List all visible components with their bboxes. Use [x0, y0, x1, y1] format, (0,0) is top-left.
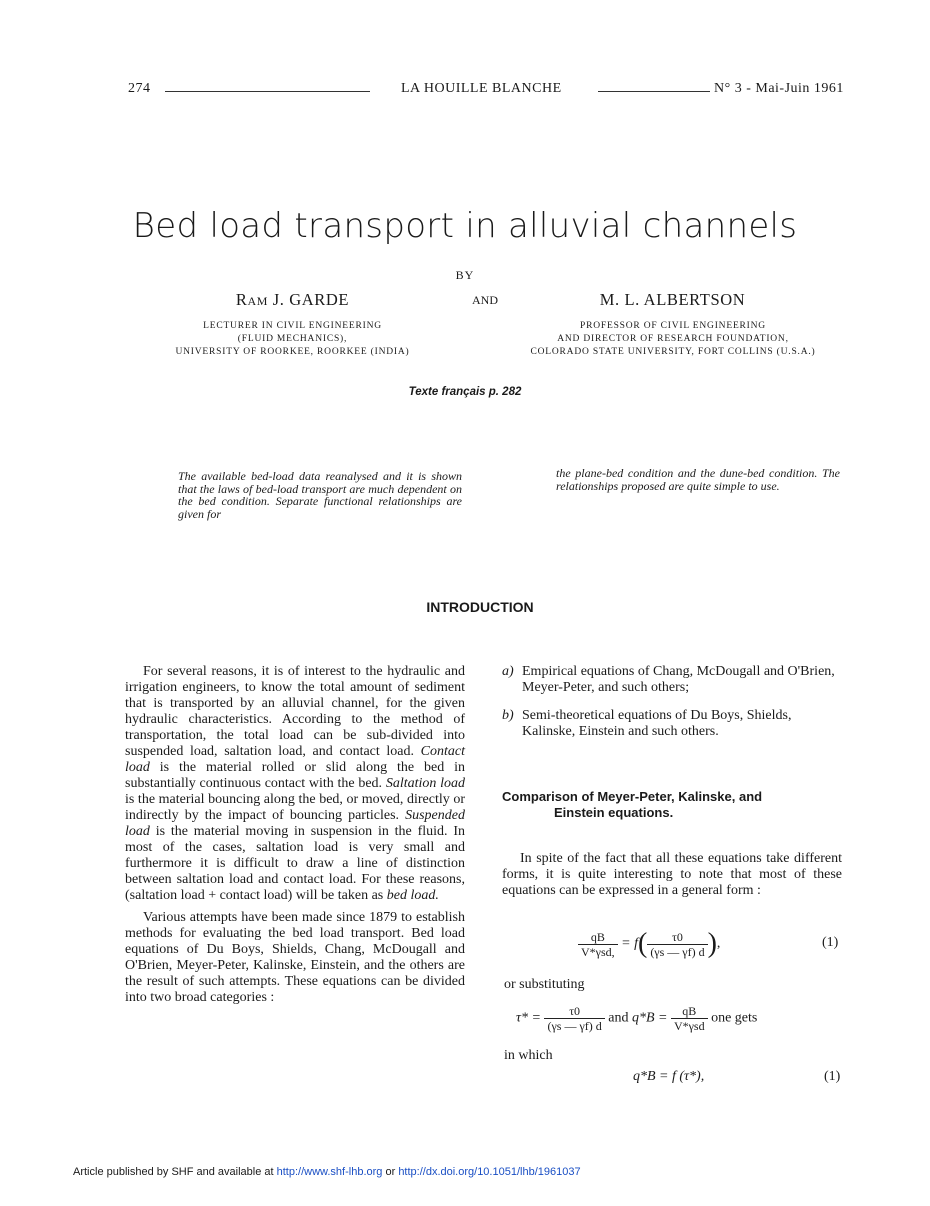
left-column: [125, 664, 465, 1006]
text-span: is the material moving in suspension in the fluid. In most of the cases, saltation load is very small and furthermore it is difficult to draw a line of distinction between saltation load and contact load. For these reasons, (saltation load + contact load) will be taken as: [125, 824, 465, 903]
denominator: V*γsd: [673, 1019, 705, 1033]
header-rule-left: [165, 91, 370, 92]
and-word: and: [608, 1010, 629, 1026]
subheading-line: Einstein equations.: [554, 805, 674, 820]
paren-close: ): [707, 928, 717, 959]
paren-open: (: [637, 928, 648, 959]
denominator: (γs — γf) d: [547, 1019, 602, 1033]
one-gets: one gets: [711, 1010, 758, 1026]
author-name-2: M. L. ALBERTSON: [599, 290, 746, 309]
fraction: [671, 1004, 708, 1033]
affiliation-line: (FLUID MECHANICS),: [237, 334, 348, 344]
numerator: qB: [671, 1004, 708, 1019]
q-star-lhs: q*B =: [631, 1010, 668, 1026]
term-saltation-load: Saltation load: [385, 776, 466, 791]
text-span: is the material rolled or slid along the bed in substantially continuous contact with the bed.: [125, 760, 465, 791]
denominator: (γs — γf) d: [650, 944, 705, 959]
term-suspended-load: Suspended load: [125, 808, 465, 839]
list-marker: a): [502, 664, 514, 679]
denominator: V*γsd,: [581, 944, 615, 959]
numerator: τ0: [544, 1004, 604, 1019]
journal-name: LA HOUILLE BLANCHE: [401, 81, 562, 96]
or-substituting: or substituting: [504, 977, 585, 992]
intro-paragraph-1: [125, 664, 465, 904]
list-text: Empirical equations of Chang, McDougall and O'Brien, Meyer-Peter, and such others;: [522, 664, 835, 695]
subheading-comparison: [502, 789, 762, 821]
list-item-a: [502, 664, 842, 696]
affiliation-line: AND DIRECTOR OF RESEARCH FOUNDATION,: [557, 334, 789, 344]
abstract-right: the plane-bed condition and the dune-bed condition. The relationships proposed are quite simple to use.: [556, 466, 840, 493]
footer-link-shf[interactable]: http://www.shf-lhb.org: [276, 1166, 383, 1178]
header-rule-right: [598, 91, 710, 92]
french-text-reference: Texte français p. 282: [408, 386, 522, 398]
term-contact-load: Contact load: [125, 744, 465, 775]
list-item-b: [502, 708, 842, 740]
equation-3-number: (1): [824, 1069, 841, 1084]
page-number: 274: [128, 81, 151, 96]
term-bed-load: bed load.: [386, 888, 439, 903]
affiliation-line: PROFESSOR OF CIVIL ENGINEERING: [580, 321, 766, 331]
author-name-1: Ram J. GARDE: [235, 290, 350, 309]
numerator: τ0: [647, 930, 707, 945]
footer-link-doi[interactable]: http://dx.doi.org/10.1051/lhb/1961037: [398, 1166, 581, 1178]
author-affiliation-2: [518, 320, 828, 359]
list-marker: b): [502, 708, 514, 723]
footer-or: or: [382, 1166, 399, 1178]
abstract-left: The available bed-load data reanalysed and it is shown that the laws of bed-load transport are much dependent on the bed condition. Separate functional relationships are given for: [178, 469, 462, 521]
and-label: AND: [472, 293, 498, 307]
text-span: is the material bouncing along the bed, or moved, directly or indirectly by the impact of bouncing particles.: [125, 792, 465, 823]
equals-function: = f: [621, 936, 638, 952]
tau-star-lhs: τ* =: [516, 1010, 541, 1026]
equation-trail: ,: [716, 936, 721, 952]
equation-1: [578, 928, 720, 960]
section-heading-introduction: INTRODUCTION: [426, 599, 534, 615]
affiliation-line: COLORADO STATE UNIVERSITY, FORT COLLINS (U.S.A.): [530, 347, 816, 357]
equation-3: q*B = f (τ*),: [633, 1069, 705, 1084]
by-label: BY: [455, 268, 475, 282]
in-which: in which: [504, 1048, 553, 1063]
equation-1-number: (1): [822, 935, 839, 950]
numerator: qB: [578, 930, 618, 945]
article-title: Bed load transport in alluvial channels: [132, 206, 798, 246]
list-text: Semi-theoretical equations of Du Boys, Shields, Kalinske, Einstein and such others.: [522, 708, 792, 739]
text-span: For several reasons, it is of interest to the hydraulic and irrigation engineers, to know the total amount of sediment that is transported by an alluvial channel, for the given hydraulic characteristics. According to the method of transportation, the total load can be sub-divided into suspended load, saltation load, and contact load.: [125, 664, 465, 759]
publication-footer: [73, 1166, 581, 1178]
author-affiliation-1: [150, 320, 435, 359]
equation-2: [516, 1004, 757, 1033]
fraction: [544, 1004, 604, 1033]
footer-prefix: Article published by SHF and available at: [73, 1166, 277, 1178]
subheading-line: Comparison of Meyer-Peter, Kalinske, and: [502, 789, 763, 804]
paragraph: In spite of the fact that all these equations take different forms, it is quite interesting to note that most of these equations can be expressed in a general form :: [502, 851, 842, 898]
affiliation-line: LECTURER IN CIVIL ENGINEERING: [203, 321, 382, 331]
intro-paragraph-2: Various attempts have been made since 1879 to establish methods for evaluating the bed load transport. Bed load equations of Du Boys, Shields, Chang, McDougall and O'Brien, Meyer-Peter, Kalinske, Einstein, and the others are the result of such attempts. These equations can be divided into two broad categories :: [125, 910, 465, 1005]
fraction: [647, 930, 707, 959]
comparison-paragraph: [502, 851, 842, 899]
fraction: [578, 930, 618, 959]
affiliation-line: UNIVERSITY OF ROORKEE, ROORKEE (INDIA): [175, 347, 410, 357]
issue-info: N° 3 - Mai-Juin 1961: [714, 81, 844, 96]
